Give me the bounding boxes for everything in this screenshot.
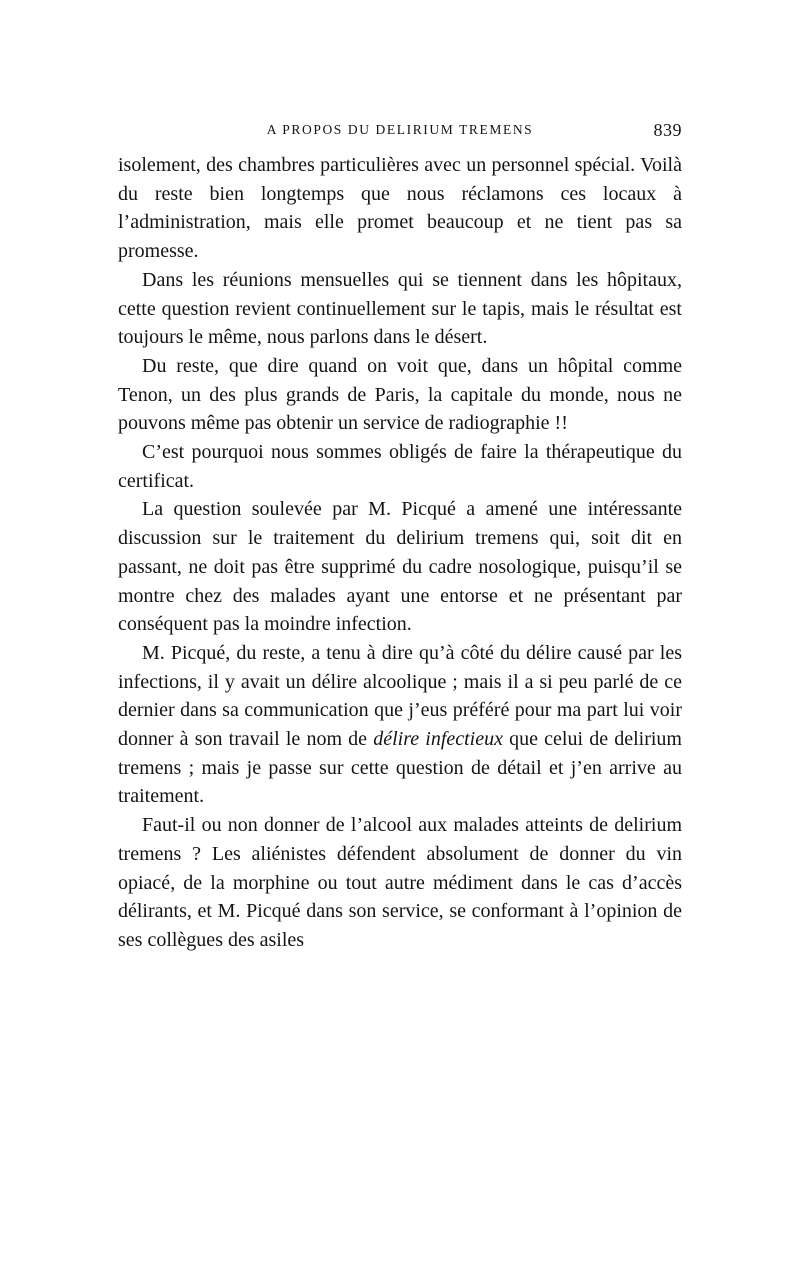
paragraph-continued — [118, 151, 682, 266]
paragraph-text-after: que celui de delirium tremens ; mais je passe sur cette question de détail et j’en arrive au traitement. — [118, 728, 682, 808]
paragraph-text: isolement, des chambres particulières avec un personnel spécial. Voilà du reste bien longtemps que nous réclamons ces locaux à l’administration, mais elle promet beaucoup et ne tient pas sa promesse. — [118, 154, 682, 263]
paragraph — [118, 352, 682, 438]
paragraph-text: Dans les réunions mensuelles qui se tiennent dans les hôpitaux, cette question revient continuellement sur le tapis, mais le résultat est toujours le même, nous parlons dans le désert. — [118, 268, 682, 349]
running-title: A PROPOS DU DELIRIUM TREMENS — [266, 122, 534, 137]
page-number: 839 — [653, 120, 682, 140]
paragraph — [118, 811, 682, 955]
paragraph-text: C’est pourquoi nous sommes obligés de faire la thérapeutique du certificat. — [118, 441, 682, 492]
paragraph — [118, 639, 682, 811]
paragraph-text: Du reste, que dire quand on voit que, dans un hôpital comme Tenon, un des plus grands de Paris, la capitale du monde, nous ne pouvons même pas obtenir un service de radiographie !! — [118, 354, 682, 435]
paragraph-text: La question soulevée par M. Picqué a amené une intéressante discussion sur le traitement du delirium tremens qui, soit dit en passant, ne doit pas être supprimé du cadre nosologique, puisqu’il se montre chez des malades ayant une entorse et ne présentant par conséquent pas la moindre infection. — [118, 498, 682, 636]
italic-term: délire infectieux — [373, 728, 503, 751]
running-head — [118, 118, 682, 142]
paragraph — [118, 438, 682, 495]
paragraph — [118, 266, 682, 352]
body-text — [118, 151, 682, 955]
paragraph-text: Faut-il ou non donner de l’alcool aux malades atteints de delirium tremens ? Les aliénistes défendent absolument de donner du vin opiacé, de la morphine ou tout autre médiment dans le cas d’accès délirants, et M. Picqué dans son service, se conformant à l’opinion de ses collègues des asiles — [118, 814, 682, 951]
paragraph-text-before: M. Picqué, du reste, a tenu à dire qu’à côté du délire causé par les infections, il y avait un délire alcoolique ; mais il a si peu parlé de ce dernier dans sa communication que j’eus préféré pour ma part lui voir donner à son travail le nom de — [118, 641, 682, 751]
paragraph — [118, 495, 682, 639]
